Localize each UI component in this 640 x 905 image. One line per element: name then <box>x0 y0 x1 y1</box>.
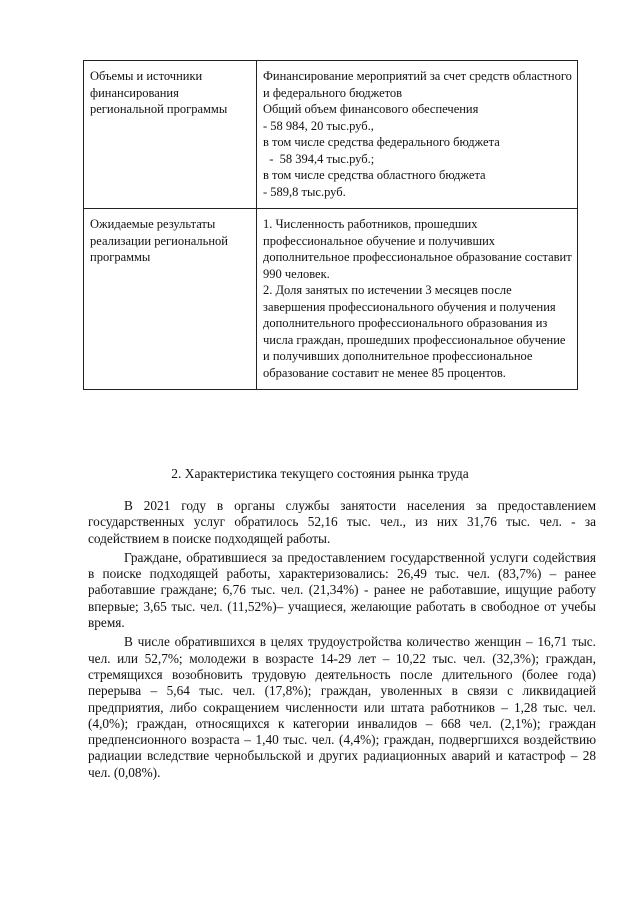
row-label-results: Ожидаемые результаты реализации региональной программы <box>84 209 257 390</box>
funding-line: Финансирование мероприятий за счет средств областного и федерального бюджетов <box>263 69 576 100</box>
section-heading: 2. Характеристика текущего состояния рынка труда <box>171 466 469 481</box>
row-value-results <box>257 209 578 390</box>
paragraph: В числе обратившихся в целях трудоустройства количество женщин – 16,71 тыс. чел. или 52,7%; молодежи в возрасте 14-29 лет – 10,22 тыс. чел. (32,3%); граждан, стремящихся возобновить трудовую деятельность после длительного (более года) перерыва – 5,64 тыс. чел. (17,8%); граждан, уволенных в связи с ликвидацией предприятия, либо сокращением численности или штата работников – 1,28 тыс. чел. (4,0%); граждан, относящихся к категории инвалидов – 668 чел. (2,1%); граждан предпенсионного возраста – 1,40 тыс. чел. (4,4%); граждан, подвергшихся воздействию радиации вследствие чернобыльской и других радиационных аварий и катастроф – 28 чел. (0,08%). <box>88 634 596 780</box>
table-row <box>84 209 578 390</box>
program-passport-table <box>83 60 578 390</box>
funding-line: - 58 984, 20 тыс.руб., <box>263 118 374 133</box>
table-row <box>84 61 578 209</box>
result-item: 1. Численность работников, прошедших профессиональное обучение и получивших дополнительное профессиональное образование составит 990 человек. <box>263 217 575 281</box>
result-item: 2. Доля занятых по истечении 3 месяцев после завершения профессионального обучения и получения дополнительного профессионального образования из числа граждан, прошедших профессиональное обучение и получивших дополнительное профессиональное образование составит не менее 85 процентов. <box>263 283 569 380</box>
paragraph: В 2021 году в органы службы занятости населения за предоставлением государственных услуг обратилось 52,16 тыс. чел., из них 31,76 тыс. чел. - за содействием в поиске подходящей работы. <box>88 498 596 546</box>
row-label-funding: Объемы и источники финансирования региональной программы <box>84 61 257 209</box>
section-body <box>88 498 596 784</box>
row-value-funding <box>257 61 578 209</box>
funding-line: в том числе средства областного бюджета <box>263 168 486 182</box>
paragraph: Граждане, обратившиеся за предоставлением государственной услуги содействия в поиске подходящей работы, характеризовались: 26,49 тыс. чел. (83,7%) – ранее работавшие граждане; 6,76 тыс. чел. (21,34%) - ранее не работавшие, ищущие работу впервые; 3,65 тыс. чел. (11,52%)– учащиеся, желающие работать в свободное от учебы время. <box>88 549 596 631</box>
funding-line: - 589,8 тыс.руб. <box>263 184 346 199</box>
funding-line: - 58 394,4 тыс.руб.; <box>263 151 375 166</box>
funding-line: в том числе средства федерального бюджета <box>263 135 500 149</box>
funding-line: Общий объем финансового обеспечения <box>263 102 479 116</box>
